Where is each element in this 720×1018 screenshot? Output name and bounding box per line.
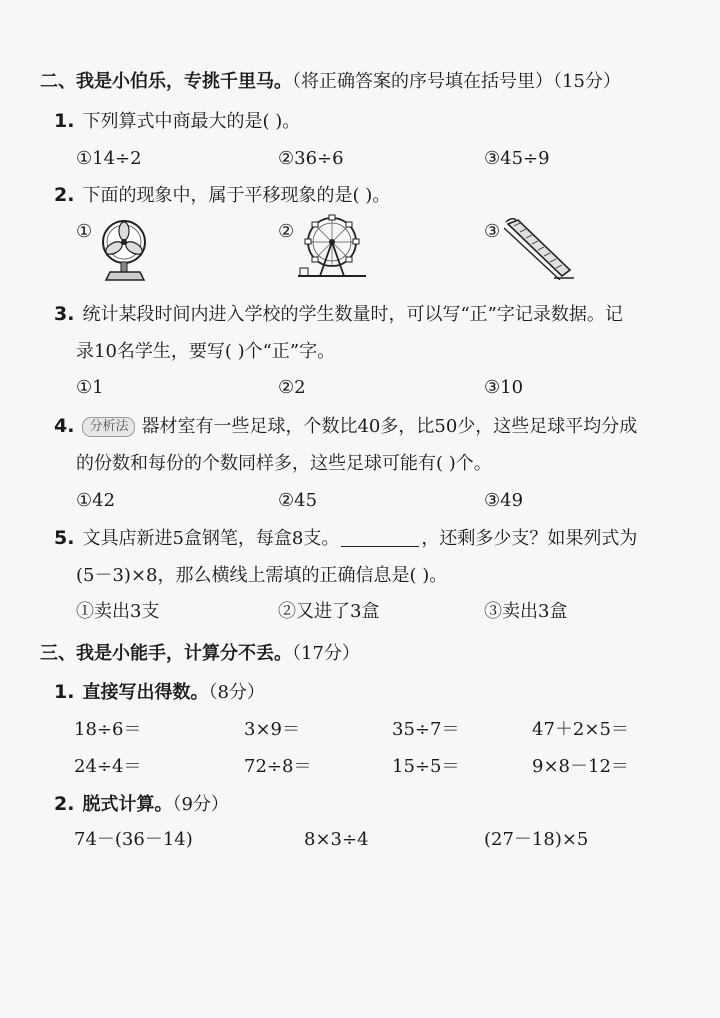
section-3-heading <box>40 642 360 666</box>
question-3 <box>54 302 623 327</box>
question-label: 脱式计算。 <box>82 794 173 815</box>
option-3-3: ③10 <box>484 377 524 398</box>
stepwise-item: 74－(36－14) <box>74 829 193 850</box>
option-4-1: ①42 <box>76 490 116 511</box>
option-1-3: ③45÷9 <box>484 148 550 169</box>
question-number: 1. <box>54 110 75 132</box>
question-text-line1: 器材室有一些足球，个数比40多，比50少，这些足球平均分成 <box>141 416 638 437</box>
method-badge: 分析法 <box>82 417 135 437</box>
stepwise-item: (27－18)×5 <box>484 829 589 850</box>
calc-item: 18÷6＝ <box>74 719 142 740</box>
option-3-2: ②2 <box>278 377 306 398</box>
option-1-2: ②36÷6 <box>278 148 344 169</box>
question-text-line1-end: ，还剩多少支？如果列式为 <box>421 528 638 549</box>
question-score: （8分） <box>208 682 265 703</box>
calc-item: 9×8－12＝ <box>532 756 629 777</box>
calc-item: 24÷4＝ <box>74 756 142 777</box>
calc-item: 3×9＝ <box>244 719 300 740</box>
fan-icon <box>100 218 150 282</box>
section-3-title: 三、我是小能手，计算分不丢。 <box>40 643 292 664</box>
stepwise-item: 8×3÷4 <box>304 829 369 850</box>
option-2-1-marker: ① <box>76 221 93 242</box>
question-number: 2. <box>54 793 75 815</box>
section-2-note: （将正确答案的序号填在括号里）（15分） <box>292 71 621 92</box>
question-score: （9分） <box>172 794 229 815</box>
question-text: 下列算式中商最大的是( )。 <box>82 111 301 132</box>
ferris-wheel-icon <box>296 214 368 280</box>
question-number: 5. <box>54 527 75 549</box>
option-5-2: ②又进了3盒 <box>278 601 380 622</box>
calc-item: 47＋2×5＝ <box>532 719 629 740</box>
question-5 <box>54 526 637 551</box>
question-number: 2. <box>54 184 75 206</box>
calc-item: 72÷8＝ <box>244 756 312 777</box>
option-5-3: ③卖出3盒 <box>484 601 568 622</box>
option-1-1: ①14÷2 <box>76 148 142 169</box>
fill-in-blank-line <box>341 528 419 547</box>
question-text-line1-start: 文具店新进5盒钢笔，每盒8支。 <box>82 528 340 549</box>
option-4-3: ③49 <box>484 490 524 511</box>
question-number: 3. <box>54 303 75 325</box>
question-2 <box>54 183 390 208</box>
option-3-1: ①1 <box>76 377 104 398</box>
question-5-line2: (5－3)×8，那么横线上需填的正确信息是( )。 <box>76 565 448 586</box>
option-2-2-marker: ② <box>278 221 295 242</box>
option-2-3-marker: ③ <box>484 221 501 242</box>
calc-question-2 <box>54 792 229 817</box>
calc-item: 35÷7＝ <box>392 719 460 740</box>
question-label: 直接写出得数。 <box>82 682 209 703</box>
question-number: 1. <box>54 681 75 703</box>
escalator-icon <box>504 218 574 280</box>
option-4-2: ②45 <box>278 490 318 511</box>
question-1 <box>54 109 300 134</box>
calc-item: 15÷5＝ <box>392 756 460 777</box>
section-2-title: 二、我是小伯乐，专挑千里马。 <box>40 71 292 92</box>
question-text: 下面的现象中，属于平移现象的是( )。 <box>82 185 391 206</box>
question-number: 4. <box>54 415 75 437</box>
section-3-note: （17分） <box>292 643 360 664</box>
section-2-heading <box>40 70 621 94</box>
option-5-1: ①卖出3支 <box>76 601 160 622</box>
question-3-line2: 录10名学生，要写( )个“正”字。 <box>76 341 336 362</box>
question-4 <box>54 414 637 439</box>
question-4-line2: 的份数和每份的个数同样多，这些足球可能有( )个。 <box>76 453 492 474</box>
calc-question-1 <box>54 680 265 705</box>
question-text-line1: 统计某段时间内进入学校的学生数量时，可以写“正”字记录数据。记 <box>82 304 623 325</box>
